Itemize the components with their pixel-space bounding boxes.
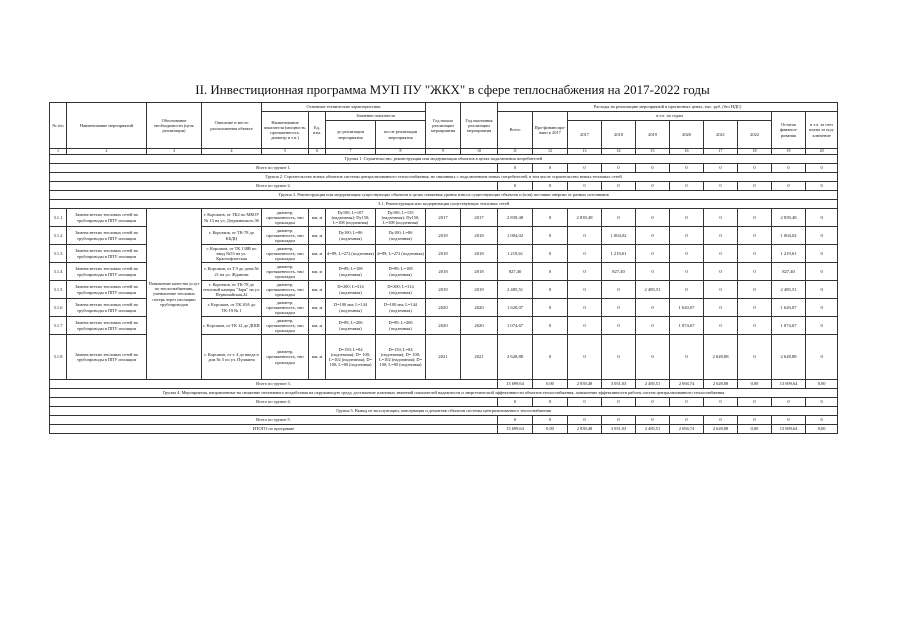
total-value: 13 699,64 bbox=[498, 380, 533, 389]
col-num: 11 bbox=[498, 149, 533, 155]
row-y2020: 0 bbox=[670, 245, 704, 263]
total-value: 3 051,03 bbox=[602, 425, 636, 434]
row-y2021: 0 bbox=[704, 281, 738, 299]
total-value: 0 bbox=[568, 182, 602, 191]
total-value: 0 bbox=[670, 182, 704, 191]
col-num: 1 bbox=[50, 149, 67, 155]
col-num: 13 bbox=[568, 149, 602, 155]
row-total: 1 074,67 bbox=[498, 317, 533, 335]
row-unit: мм, м bbox=[309, 281, 326, 299]
row-y2022: 0 bbox=[738, 299, 772, 317]
row-total: 1 219,61 bbox=[498, 245, 533, 263]
row-y2020: 1 620,07 bbox=[670, 299, 704, 317]
row-place: г. Корсаков, от ТК2 по МКОУ № 13 на ул. Дзержинского,36 bbox=[202, 209, 262, 227]
row-y2017: 0 bbox=[568, 227, 602, 245]
total-value: 2 694,74 bbox=[670, 380, 704, 389]
total-value: 0 bbox=[636, 182, 670, 191]
row-unit: мм, м bbox=[309, 245, 326, 263]
total-value: 0 bbox=[772, 182, 806, 191]
group-3-heading: Группа 3. Реконструкция или модернизация существующих объектов в целях снижения уровня износа существующих объектов и (или) поставки энергии от разных источников bbox=[50, 191, 838, 200]
row-after: Dу100; L=155 (надземная); Dу150; L=108 (подземная) bbox=[376, 209, 426, 227]
total-value: 0 bbox=[602, 182, 636, 191]
table-row bbox=[50, 209, 838, 227]
row-pre: 0 bbox=[533, 263, 568, 281]
col-year-2018-header: 2018 bbox=[602, 121, 636, 149]
row-end: 2021 bbox=[461, 335, 498, 380]
row-before: d=89; L=272 (подземная) bbox=[326, 245, 376, 263]
col-num: 12 bbox=[533, 149, 568, 155]
row-name: Замена ветхих тепловых сетей на трубопроводы в ППУ изоляции bbox=[67, 281, 147, 299]
row-after: D=89; L=206 (подземная) bbox=[376, 317, 426, 335]
row-start: 2021 bbox=[426, 335, 461, 380]
col-num: 8 bbox=[376, 149, 426, 155]
row-param: диаметр, протяженность, тип прокладки bbox=[262, 227, 309, 245]
total-value: 0 bbox=[772, 398, 806, 407]
col-num: 9 bbox=[426, 149, 461, 155]
total-label: ИТОГО по программе bbox=[50, 425, 498, 434]
col-fee-header: в т.ч. за счет платы за под-ключение bbox=[806, 112, 838, 149]
total-value: 0 bbox=[498, 182, 533, 191]
row-start: 2018 bbox=[426, 263, 461, 281]
row-y2018: 0 bbox=[602, 281, 636, 299]
row-param: диаметр, протяженность, тип прокладки bbox=[262, 245, 309, 263]
row-y2021: 2 628,88 bbox=[704, 335, 738, 380]
row-y2020: 0 bbox=[670, 335, 704, 380]
total-value: 0 bbox=[806, 398, 838, 407]
row-start: 2017 bbox=[426, 209, 461, 227]
col-after-header: после реализации мероприятия bbox=[376, 121, 426, 149]
group-5-total-row bbox=[50, 416, 838, 425]
row-rest: 1 620,07 bbox=[772, 299, 806, 317]
row-before: D=150; L=84 (подземная); D= 100; L=102 (надземная); D= 100; L=80 (подземная) bbox=[326, 335, 376, 380]
col-end-year-header: Год окончания реализации мероприятия bbox=[461, 103, 498, 149]
row-pre: 0 bbox=[533, 209, 568, 227]
total-value: 0 bbox=[670, 416, 704, 425]
total-value: 0 bbox=[498, 416, 533, 425]
row-y2021: 0 bbox=[704, 227, 738, 245]
row-y2018: 0 bbox=[602, 335, 636, 380]
total-value: 0 bbox=[806, 182, 838, 191]
row-rest: 1 219,61 bbox=[772, 245, 806, 263]
row-no: 3.1.7 bbox=[50, 317, 67, 335]
row-y2017: 0 bbox=[568, 263, 602, 281]
row-total: 827,40 bbox=[498, 263, 533, 281]
row-fee: 0 bbox=[806, 317, 838, 335]
row-after: D=200; L=314 (подземная) bbox=[376, 281, 426, 299]
group-4-total-row bbox=[50, 398, 838, 407]
row-fee: 0 bbox=[806, 227, 838, 245]
row-y2019: 0 bbox=[636, 263, 670, 281]
row-unit: мм, м bbox=[309, 263, 326, 281]
col-num: 4 bbox=[202, 149, 262, 155]
col-num: 17 bbox=[704, 149, 738, 155]
col-year-2017-header: 2017 bbox=[568, 121, 602, 149]
group-1-heading: Группа 1. Строительство, реконструкция или модернизация объектов в целях подключения потребителей bbox=[50, 155, 838, 164]
total-value: 0 bbox=[602, 416, 636, 425]
row-y2019: 2 485,51 bbox=[636, 281, 670, 299]
total-value: 2 839,48 bbox=[568, 425, 602, 434]
row-y2020: 0 bbox=[670, 209, 704, 227]
row-start: 2020 bbox=[426, 317, 461, 335]
col-num: 15 bbox=[636, 149, 670, 155]
group-3-total-row bbox=[50, 380, 838, 389]
row-total: 1 004,02 bbox=[498, 227, 533, 245]
col-num: 19 bbox=[772, 149, 806, 155]
row-param: диаметр, протяженность, тип прокладки bbox=[262, 335, 309, 380]
total-value: 0 bbox=[670, 398, 704, 407]
row-before: D=100 мм; L=144 (подземная) bbox=[326, 299, 376, 317]
total-value: 0 bbox=[806, 164, 838, 173]
row-y2018: 1 219,61 bbox=[602, 245, 636, 263]
total-value: 0 bbox=[568, 416, 602, 425]
row-y2017: 0 bbox=[568, 281, 602, 299]
row-start: 2018 bbox=[426, 227, 461, 245]
row-before: D=89; L=206 (подземная) bbox=[326, 317, 376, 335]
row-place: г. Корсаков, от ТК-78 до КБДЦ bbox=[202, 227, 262, 245]
row-no: 3.1.6 bbox=[50, 299, 67, 317]
total-value: 13 699,64 bbox=[772, 380, 806, 389]
row-fee: 0 bbox=[806, 335, 838, 380]
group-2-heading: Группа 2. Строительство новых объектов системы централизованного теплоснабжения, не связанных с подключением новых потребителей, в том числе строительство новых тепловых сетей bbox=[50, 173, 838, 182]
total-label: Всего по группе 5. bbox=[50, 416, 498, 425]
row-pre: 0 bbox=[533, 227, 568, 245]
row-unit: мм, м bbox=[309, 227, 326, 245]
row-before: Dу100; L=107 (надземная); Dу150; L=108 (подземная) bbox=[326, 209, 376, 227]
row-no: 3.1.1 bbox=[50, 209, 67, 227]
row-no: 3.1.8 bbox=[50, 335, 67, 380]
row-fee: 0 bbox=[806, 245, 838, 263]
row-after: d=89; L=272 (подземная) bbox=[376, 245, 426, 263]
total-value: 2 628,88 bbox=[704, 380, 738, 389]
col-unit-header: Ед. изм. bbox=[309, 112, 326, 149]
row-no: 3.1.2 bbox=[50, 227, 67, 245]
total-value: 0 bbox=[498, 164, 533, 173]
total-value: 0 bbox=[704, 398, 738, 407]
total-value: 0,00 bbox=[533, 425, 568, 434]
row-total: 2 839,48 bbox=[498, 209, 533, 227]
row-unit: мм, м bbox=[309, 317, 326, 335]
total-value: 0 bbox=[806, 416, 838, 425]
col-name-header: Наименование мероприятий bbox=[67, 103, 147, 149]
investment-table bbox=[49, 102, 838, 434]
total-value: 0 bbox=[738, 182, 772, 191]
row-y2018: 0 bbox=[602, 209, 636, 227]
row-y2021: 0 bbox=[704, 299, 738, 317]
row-param: диаметр, протяженность, тип прокладки bbox=[262, 299, 309, 317]
row-y2018: 827,40 bbox=[602, 263, 636, 281]
row-start: 2018 bbox=[426, 245, 461, 263]
row-name: Замена ветхих тепловых сетей на трубопроводы в ППУ изоляции bbox=[67, 227, 147, 245]
total-value: 0 bbox=[704, 182, 738, 191]
row-rest: 1 004,02 bbox=[772, 227, 806, 245]
row-y2017: 2 839,48 bbox=[568, 209, 602, 227]
group-1-total-row bbox=[50, 164, 838, 173]
col-year-2021-header: 2021 bbox=[704, 121, 738, 149]
row-y2017: 0 bbox=[568, 317, 602, 335]
row-y2019: 0 bbox=[636, 317, 670, 335]
row-after: D=150; L=84 (подземная); D= 100; L=102 (надземная); D= 100; L=80 (подземная) bbox=[376, 335, 426, 380]
row-name: Замена ветхих тепловых сетей на трубопроводы в ППУ изоляции bbox=[67, 263, 147, 281]
by-years-header: в т.ч. по годам bbox=[568, 112, 772, 121]
total-value: 0 bbox=[738, 398, 772, 407]
tech-group-header: Основные технические характеристики bbox=[262, 103, 426, 112]
row-after: Dу100; L=86 (подземная) bbox=[376, 227, 426, 245]
col-num: 16 bbox=[670, 149, 704, 155]
col-year-2020-header: 2020 bbox=[670, 121, 704, 149]
row-place: г. Корсаков, от ТК-78 до тепловой камеры "Заря" на ул. Первомайская,22 bbox=[203, 281, 261, 298]
row-fee: 0 bbox=[806, 281, 838, 299]
row-param: диаметр, протяженность, тип прокладки bbox=[262, 317, 309, 335]
group-2-total-row bbox=[50, 182, 838, 191]
row-total: 2 628,88 bbox=[498, 335, 533, 380]
row-start: 2019 bbox=[426, 281, 461, 299]
col-num: 14 bbox=[602, 149, 636, 155]
col-year-2019-header: 2019 bbox=[636, 121, 670, 149]
row-y2022: 0 bbox=[738, 335, 772, 380]
row-y2020: 1 074,67 bbox=[670, 317, 704, 335]
row-y2018: 1 004,02 bbox=[602, 227, 636, 245]
row-end: 2020 bbox=[461, 299, 498, 317]
row-y2019: 0 bbox=[636, 335, 670, 380]
total-value: 0,00 bbox=[738, 380, 772, 389]
row-y2020: 0 bbox=[670, 227, 704, 245]
row-y2021: 0 bbox=[704, 245, 738, 263]
col-description-header: Описание и место расположения объекта bbox=[202, 103, 262, 149]
row-y2018: 0 bbox=[602, 317, 636, 335]
total-value: 0,00 bbox=[738, 425, 772, 434]
total-value: 2 485,51 bbox=[636, 380, 670, 389]
row-place: г. Корсаков, от ТК 12 до ДШИ bbox=[202, 317, 262, 335]
total-value: 2 485,51 bbox=[636, 425, 670, 434]
row-param: диаметр, протяженность, тип прокладки bbox=[262, 281, 309, 299]
row-y2017: 0 bbox=[568, 299, 602, 317]
row-pre: 0 bbox=[533, 335, 568, 380]
total-value: 0 bbox=[533, 182, 568, 191]
total-value: 0 bbox=[772, 416, 806, 425]
col-no-header: № п/п bbox=[50, 103, 67, 149]
col-start-year-header: Год начала реализации мероприятия bbox=[426, 103, 461, 149]
row-no: 3.1.3 bbox=[50, 245, 67, 263]
costs-group-header: Расходы на реализацию мероприятий в прогнозных ценах, тыс. руб. (без НДС) bbox=[498, 103, 838, 112]
row-before: Dу100; L=86 (подземная) bbox=[326, 227, 376, 245]
total-value: 3 051,03 bbox=[602, 380, 636, 389]
group-3-subheading: 3.1. Реконструкция или модернизация существующих тепловых сетей bbox=[50, 200, 838, 209]
total-value: 0 bbox=[704, 164, 738, 173]
total-value: 0 bbox=[670, 164, 704, 173]
row-unit: мм, м bbox=[309, 209, 326, 227]
row-name: Замена ветхих тепловых сетей на трубопроводы в ППУ изоляции bbox=[67, 299, 147, 317]
row-before: D=89; L=108 (подземная) bbox=[326, 263, 376, 281]
total-value: 13 699,64 bbox=[772, 425, 806, 434]
col-num: 2 bbox=[67, 149, 147, 155]
values-group-header: Значение показателя bbox=[326, 112, 426, 121]
row-rest: 2 628,88 bbox=[772, 335, 806, 380]
row-rest: 827,40 bbox=[772, 263, 806, 281]
total-value: 13 699,64 bbox=[498, 425, 533, 434]
col-total-header: Всего bbox=[498, 112, 533, 149]
total-value: 0,00 bbox=[806, 380, 838, 389]
group-4-heading: Группа 4. Мероприятия, направленные на снижение негативного воздействия на окружающую среду, достижение плановых значений показателей надежности и энергетической эффективности объектов теплоснабжения, повышение эффективности работы систем централизованного теплоснабжения bbox=[50, 389, 838, 398]
col-justification-header: Обоснование необходимости (цель реализации) bbox=[147, 103, 202, 149]
total-value: 0 bbox=[636, 164, 670, 173]
row-fee: 0 bbox=[806, 263, 838, 281]
row-y2021: 0 bbox=[704, 209, 738, 227]
total-value: 0 bbox=[636, 398, 670, 407]
row-y2019: 0 bbox=[636, 299, 670, 317]
row-before: D=200; L=314 (подземная) bbox=[326, 281, 376, 299]
total-value: 0,00 bbox=[533, 380, 568, 389]
row-after: D=89; L=108 (подземная) bbox=[376, 263, 426, 281]
total-value: 0 bbox=[704, 416, 738, 425]
row-end: 2018 bbox=[461, 263, 498, 281]
total-value: 0 bbox=[602, 164, 636, 173]
row-name: Замена ветхих тепловых сетей на трубопроводы в ППУ изоляции bbox=[67, 335, 147, 380]
row-pre: 0 bbox=[533, 317, 568, 335]
row-fee: 0 bbox=[806, 209, 838, 227]
row-place: г. Корсаков, от т. 4 до ввода в дом № 5 по ул. Пушкина bbox=[202, 335, 262, 380]
page-title: II. Инвестиционная программа МУП ПУ "ЖКХ" в сфере теплоснабжения на 2017-2022 годы bbox=[195, 82, 710, 97]
row-name: Замена ветхих тепловых сетей на трубопроводы в ППУ изоляции bbox=[67, 209, 147, 227]
group-5-heading: Группа 5. Вывод из эксплуатации, консервация и демонтаж объектов системы централизованного теплоснабжения bbox=[50, 407, 838, 416]
row-end: 2017 bbox=[461, 209, 498, 227]
total-value: 0 bbox=[772, 164, 806, 173]
row-fee: 0 bbox=[806, 299, 838, 317]
total-value: 0 bbox=[568, 398, 602, 407]
row-y2021: 0 bbox=[704, 263, 738, 281]
row-y2017: 0 bbox=[568, 335, 602, 380]
row-unit: мм, м bbox=[309, 335, 326, 380]
row-end: 2018 bbox=[461, 227, 498, 245]
col-num: 5 bbox=[262, 149, 309, 155]
row-place: г. Корсаков, от ТК 20А до ТК-19 № 1 bbox=[202, 299, 262, 317]
total-value: 0 bbox=[533, 416, 568, 425]
row-rest: 2 839,48 bbox=[772, 209, 806, 227]
col-num: 6 bbox=[309, 149, 326, 155]
row-y2021: 0 bbox=[704, 317, 738, 335]
col-num: 20 bbox=[806, 149, 838, 155]
col-remaining-header: Остаток финанси-рования bbox=[772, 112, 806, 149]
row-justification: Повышение качества услуг по теплоснабжению, уменьшение тепловых потерь через изоляцию трубопроводов bbox=[147, 209, 202, 380]
row-name: Замена ветхих тепловых сетей на трубопроводы в ППУ изоляции bbox=[67, 317, 147, 335]
row-y2022: 0 bbox=[738, 245, 772, 263]
total-label: Всего по группе 2. bbox=[50, 182, 498, 191]
total-label: Всего по группе 4. bbox=[50, 398, 498, 407]
row-total: 2 485,51 bbox=[498, 281, 533, 299]
col-before-header: до реализации мероприятия bbox=[326, 121, 376, 149]
row-param: диаметр, протяженность, тип прокладки bbox=[262, 263, 309, 281]
total-value: 0 bbox=[602, 398, 636, 407]
col-num: 18 bbox=[738, 149, 772, 155]
row-place: г. Корсаков, от ТК 138В по ввод №53 на ул. Краснофлотская bbox=[202, 245, 262, 263]
row-name: Замена ветхих тепловых сетей на трубопроводы в ППУ изоляции bbox=[67, 245, 147, 263]
row-total: 1 620,07 bbox=[498, 299, 533, 317]
row-rest: 2 485,51 bbox=[772, 281, 806, 299]
total-value: 2 628,88 bbox=[704, 425, 738, 434]
col-num: 10 bbox=[461, 149, 498, 155]
row-unit: мм, м bbox=[309, 299, 326, 317]
col-prefinanced-header: Про-финансиро-вано к 2017 bbox=[533, 112, 568, 149]
col-num: 7 bbox=[326, 149, 376, 155]
row-rest: 1 074,67 bbox=[772, 317, 806, 335]
row-y2022: 0 bbox=[738, 317, 772, 335]
row-param: диаметр, протяженность, тип прокладки bbox=[262, 209, 309, 227]
row-after: D=100 мм; L=144 (подземная) bbox=[376, 299, 426, 317]
row-y2018: 0 bbox=[602, 299, 636, 317]
total-value: 0 bbox=[533, 398, 568, 407]
row-y2022: 0 bbox=[738, 227, 772, 245]
row-end: 2019 bbox=[461, 281, 498, 299]
row-no: 3.1.5 bbox=[50, 281, 67, 299]
row-y2020: 0 bbox=[670, 263, 704, 281]
total-value: 0 bbox=[498, 398, 533, 407]
total-value: 2 839,48 bbox=[568, 380, 602, 389]
row-pre: 0 bbox=[533, 281, 568, 299]
total-label: Всего по группе 1. bbox=[50, 164, 498, 173]
row-y2022: 0 bbox=[738, 209, 772, 227]
row-pre: 0 bbox=[533, 299, 568, 317]
total-value: 0 bbox=[636, 416, 670, 425]
total-value: 2 694,74 bbox=[670, 425, 704, 434]
col-num: 3 bbox=[147, 149, 202, 155]
total-value: 0 bbox=[738, 164, 772, 173]
row-end: 2018 bbox=[461, 245, 498, 263]
total-value: 0 bbox=[568, 164, 602, 173]
col-year-2022-header: 2022 bbox=[738, 121, 772, 149]
row-y2022: 0 bbox=[738, 281, 772, 299]
row-y2020: 0 bbox=[670, 281, 704, 299]
col-indicator-header: Наименование показателя (мощность, протяженность, диаметр и т.п.) bbox=[262, 112, 309, 149]
row-pre: 0 bbox=[533, 245, 568, 263]
grand-total-row bbox=[50, 425, 838, 434]
row-start: 2020 bbox=[426, 299, 461, 317]
row-no: 3.1.4 bbox=[50, 263, 67, 281]
total-label: Всего по группе 3. bbox=[50, 380, 498, 389]
row-place: г. Корсаков, от ТЭ до дома № 21 на ул. Жданова bbox=[202, 263, 262, 281]
row-y2019: 0 bbox=[636, 209, 670, 227]
row-y2019: 0 bbox=[636, 245, 670, 263]
total-value: 0 bbox=[738, 416, 772, 425]
row-y2017: 0 bbox=[568, 245, 602, 263]
row-y2022: 0 bbox=[738, 263, 772, 281]
row-y2019: 0 bbox=[636, 227, 670, 245]
row-end: 2020 bbox=[461, 317, 498, 335]
total-value: 0 bbox=[533, 164, 568, 173]
total-value: 0,00 bbox=[806, 425, 838, 434]
